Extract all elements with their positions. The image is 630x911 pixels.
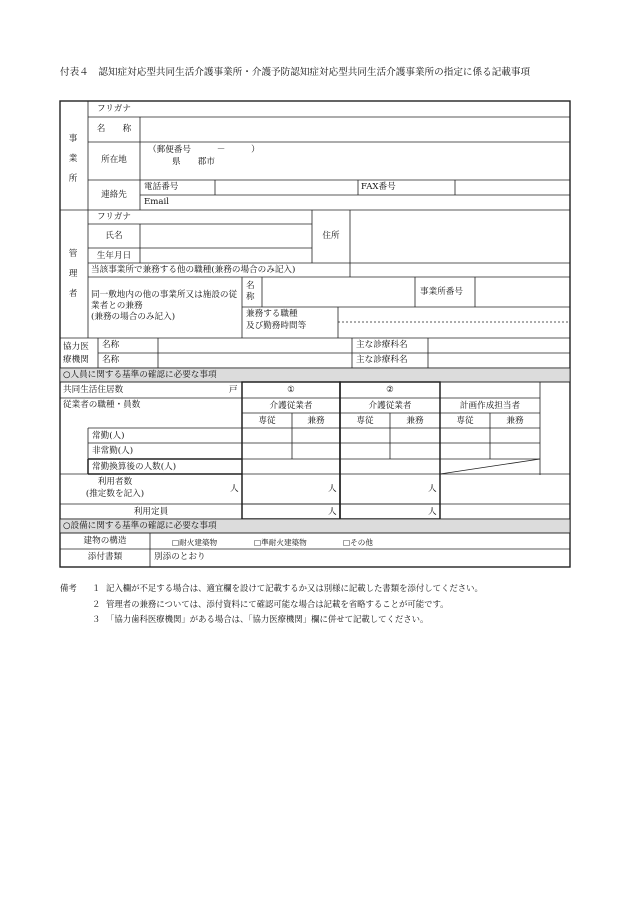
- other-job-label: 当該事業所で兼務する他の職種(兼務の場合のみ記入): [91, 265, 296, 275]
- note-text: 管理者の兼務については、添付資料にて確認可能な場合は記載を省略することが可能です。: [106, 598, 449, 609]
- sen-2: 専従: [356, 416, 374, 426]
- ken-1: 兼務: [307, 416, 325, 426]
- jigyosho-furigana-label: フリガナ: [97, 104, 131, 114]
- users-label-1: 利用者数: [97, 477, 133, 487]
- attachment-value: 別添のとおり: [154, 552, 206, 562]
- other-office-label: 同一敷地内の他の事業所又は施設の従業者との兼務: [91, 290, 238, 311]
- kaigo-header-1: 介護従業者: [269, 401, 313, 411]
- kyoryoku-name-label-1: 名称: [102, 340, 120, 350]
- jigyosho-side-3: 所: [68, 174, 78, 184]
- users-person-2: 人: [328, 484, 337, 494]
- tel-label: 電話番号: [144, 182, 179, 192]
- jigyosho-side-2: 業: [68, 154, 78, 164]
- structure-option-fireproof[interactable]: □耐火建築物: [172, 538, 218, 547]
- kanrisha-address-label: 住所: [322, 231, 340, 241]
- kenmu-label-1: 兼務する職種: [246, 309, 298, 319]
- form-title: 付表４ 認知症対応型共同生活介護事業所・介護予防認知症対応型共同生活介護事業所の指定に係る記載事項: [60, 67, 531, 78]
- kaigo-header-2: 介護従業者: [368, 401, 412, 411]
- email-label: Email: [144, 197, 170, 207]
- capacity-person-2: 人: [428, 507, 437, 517]
- mei-label: 名: [246, 281, 255, 291]
- note-text: 「協力歯科医療機関」がある場合は、「協力医療機関」欄に併せて記載してください。: [106, 614, 429, 624]
- col1-header: ①: [287, 385, 295, 395]
- structure-option-other[interactable]: □その他: [343, 538, 373, 547]
- capacity-person-1: 人: [328, 507, 337, 517]
- note-text: 記入欄が不足する場合は、適宜欄を設けて記載するか又は別様に記載した書類を添付してください。: [106, 583, 483, 593]
- other-office-note: (兼務の場合のみ記入): [91, 312, 176, 322]
- note-num: ３: [92, 614, 101, 624]
- kanrisha-side-2: 理: [68, 269, 78, 279]
- sen-3: 専従: [456, 416, 474, 426]
- kyoryoku-dept-label-1: 主な診療科名: [356, 340, 408, 350]
- notes: [60, 581, 483, 628]
- staff-section-header: ○人員に関する基準の確認に必要な事項: [63, 370, 217, 380]
- kanrisha-furigana-label: フリガナ: [97, 212, 131, 222]
- contact-label: 連絡先: [101, 190, 127, 200]
- kanrisha-side-3: 者: [68, 289, 78, 299]
- users-person-1: 人: [230, 484, 239, 494]
- users-label-2: (推定数を記入): [85, 489, 145, 499]
- ken-2: 兼務: [406, 416, 424, 426]
- users-person-3: 人: [428, 484, 437, 494]
- notes-head: 備考: [60, 583, 77, 593]
- part-time-label: 非常勤(人): [92, 446, 134, 456]
- structure-label: 建物の構造: [83, 536, 127, 546]
- note-num: ２: [92, 598, 101, 609]
- kyoryoku-side-2: 療機関: [63, 355, 89, 365]
- units-label: 共同生活住居数: [63, 385, 124, 395]
- fax-label: FAX番号: [361, 182, 396, 192]
- col2-header: ②: [386, 385, 394, 395]
- full-time-label: 常勤(人): [92, 431, 125, 441]
- facility-section-header: ○設備に関する基準の確認に必要な事項: [63, 521, 217, 531]
- fte-label: 常勤換算後の人数(人): [92, 462, 177, 472]
- units-unit: 戸: [229, 385, 238, 395]
- staff-type-label: 従業者の職種・員数: [63, 400, 141, 410]
- sen-1: 専従: [258, 416, 276, 426]
- office-number-label: 事業所番号: [420, 287, 463, 297]
- sho-label: 称: [246, 292, 255, 302]
- birth-label: 生年月日: [96, 251, 132, 261]
- planner-header: 計画作成担当者: [459, 401, 521, 411]
- ken-shi-field[interactable]: 県 郡市: [172, 157, 215, 167]
- jigyosho-name-label: 名 称: [96, 124, 132, 134]
- kyoryoku-name-label-2: 名称: [102, 355, 120, 365]
- kyoryoku-dept-label-2: 主な診療科名: [356, 355, 408, 365]
- kanrisha-name-label: 氏名: [105, 231, 123, 241]
- structure-option-semi-fireproof[interactable]: □準耐火建築物: [254, 538, 307, 547]
- jigyosho-address-label: 所在地: [101, 155, 127, 165]
- kanrisha-side-1: 管: [68, 249, 78, 259]
- note-num: １: [92, 583, 101, 593]
- jigyosho-side-1: 事: [68, 134, 78, 144]
- ken-3: 兼務: [506, 416, 524, 426]
- postal-code-field[interactable]: （郵便番号 － ）: [148, 145, 260, 155]
- attachment-label: 添付書類: [87, 552, 123, 562]
- kyoryoku-side-1: 協力医: [63, 342, 89, 352]
- capacity-label: 利用定員: [133, 507, 169, 517]
- kenmu-label-2: 及び勤務時間等: [246, 321, 307, 331]
